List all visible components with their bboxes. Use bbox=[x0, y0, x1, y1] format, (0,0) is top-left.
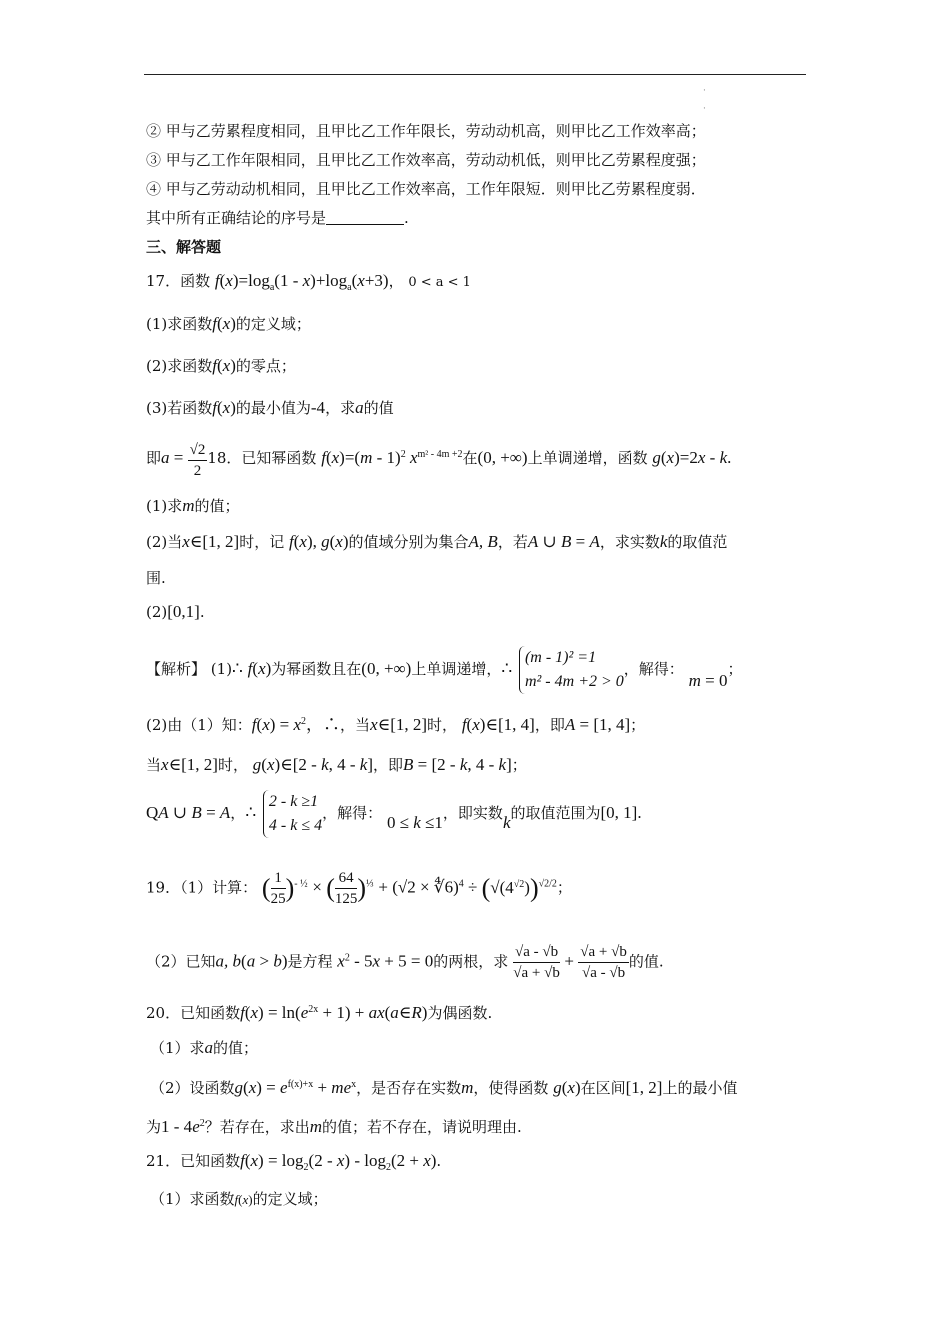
header-mark: · bbox=[703, 86, 706, 96]
q18-step3: 当x∈[1, 2]时， g(x)∈[2 - k, 4 - k]，即B = [2 - k, 4 - k]； bbox=[146, 755, 527, 774]
q17-part1: (1)求函数f(x)的定义域； bbox=[146, 314, 311, 333]
q18-part2-wrap: 围. bbox=[146, 569, 166, 587]
question-18: 即a = $\frac{√2}{2}$ 18．已知幂函数 f(x)=(m - 1)$^2$ $x^{m^2 - 4m +2}$在(0, +∞)上单调递增，函数 g(x)=2x - k. bbox=[146, 442, 732, 479]
list-item: ② 甲与乙劳累程度相同，且甲比乙工作年限长，劳动动机高，则甲比乙工作效率高； bbox=[146, 122, 706, 140]
list-item: ④ 甲与乙劳动动机相同，且甲比乙工作效率高，工作年限短．则甲比乙劳累程度弱． bbox=[146, 180, 706, 198]
section-heading: 三、解答题 bbox=[146, 238, 222, 256]
header-mark: · bbox=[703, 104, 706, 114]
q21-part1: （1）求函数f(x)的定义域； bbox=[150, 1190, 328, 1208]
question-21: 21．已知函数$f(x) = \log_2(2 - x) - \log_2(2 + x)$. bbox=[146, 1151, 442, 1173]
q20-part2-wrap: 为$1 - 4e^2$？若存在，求出m的值；若不存在，请说明理由. bbox=[146, 1117, 522, 1136]
q18-part2: (2)当x∈[1, 2]时，记 f(x), g(x)的值域分别为集合A, B，若A ∪ B = A，求实数k的取值范 bbox=[146, 532, 728, 551]
q18-step2: (2)由（1）知：$f(x) = x^2$，∴，当x∈[1, 2]时， f(x)∈[1, 4]，即A = [1, 4]； bbox=[146, 715, 646, 734]
question-20: 20．已知函数$f(x) = \ln(e^{2x} + 1)$ + ax(a∈R)为偶函数. bbox=[146, 1003, 493, 1022]
conclusion-line: 其中所有正确结论的序号是 . bbox=[146, 209, 409, 227]
q18-step4: QA ∪ B = A，∴ 2 - k ≥1 4 - k ≤ 4 ，解得： 0 ≤ k ≤1，即实数k的取值范围为[0, 1]. bbox=[146, 790, 642, 838]
question-17: 17．函数 $f(x)=\log_a(1 - x)+\log_a(x+3)$， 0 < a < 1 bbox=[146, 271, 471, 293]
q20-part2: （2）设函数$g(x) = e^{f(x)+x} + me^x$，是否存在实数m，使得函数 g(x)在区间[1, 2]上的最小值 bbox=[150, 1078, 738, 1097]
question-19: 19．（1）计算： ( $\frac{1}{25}$ )$^{- \frac{1}{2}}$ × ( $\frac{64}{125}$ )$^{\frac{1}{3}}$ + (√2 × ∜6)$^4$ ÷ $(√(4^{√2}))^{√2/2}$； bbox=[146, 870, 572, 907]
q18-solution: 【解析】 (1)∴ f(x)为幂函数且在(0, +∞)上单调递增，∴ (m - 1)² =1 m² - 4m +2 > 0 ，解得： m = 0； bbox=[146, 646, 742, 694]
q18-part1: (1)求m的值； bbox=[146, 496, 240, 515]
q17-part2: (2)求函数f(x)的零点； bbox=[146, 356, 296, 375]
q18-answer2: (2)[0,1]. bbox=[146, 602, 205, 621]
q17-part3: (3)若函数f(x)的最小值为-4，求a的值 bbox=[146, 398, 394, 417]
answer-blank[interactable] bbox=[326, 210, 404, 225]
header-rule bbox=[144, 74, 806, 75]
q20-part1: （1）求a的值； bbox=[150, 1038, 259, 1057]
q19-part2: （2）已知a, b(a > b)是方程 $x^2 - 5x + 5 = 0$的两根，求 $\frac{√a - √b}{√a + √b}$ + $\frac{√a + √b}{√a - √b}$ 的值. bbox=[146, 944, 664, 981]
list-item: ③ 甲与乙工作年限相同，且甲比乙工作效率高，劳动动机低，则甲比乙劳累程度强； bbox=[146, 151, 706, 169]
